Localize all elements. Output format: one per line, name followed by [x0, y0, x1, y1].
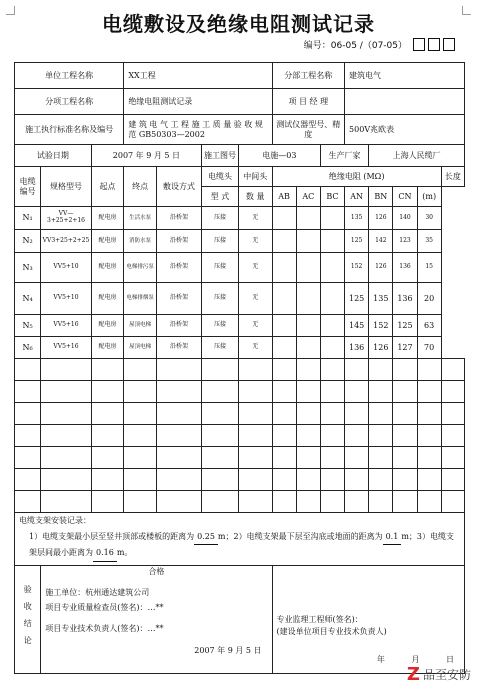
cell-head: 压接: [202, 253, 239, 283]
cell-spec: VV5+16: [41, 337, 91, 359]
cell-ac: [296, 230, 320, 253]
cell-ac: [296, 207, 320, 230]
cell-bc: [320, 207, 344, 230]
header-bn: BN: [369, 187, 393, 207]
cell-mid: 无: [238, 315, 272, 337]
cell-bn: 126: [369, 337, 393, 359]
cell-cn: 136: [393, 283, 417, 315]
test-date-label: 试验日期: [15, 145, 92, 167]
cell-bn: 126: [369, 207, 393, 230]
cell-end: 屋顶电梯: [124, 315, 157, 337]
cell-start: 配电房: [91, 230, 124, 253]
cell-mid: 无: [238, 230, 272, 253]
cell-end: 生活水泵: [124, 207, 157, 230]
manager-label: 项 目 经 理: [272, 89, 345, 115]
code-value: 编号：06-05 /（07-05）: [303, 41, 407, 51]
item-project-value: 绝缘电阻测试记录: [124, 89, 272, 115]
cell-end: 电梯排烟泵: [124, 283, 157, 315]
cell-bc: [320, 283, 344, 315]
cell-bc: [320, 337, 344, 359]
item-project-label: 分项工程名称: [15, 89, 124, 115]
unit-project-label: 单位工程名称: [15, 63, 124, 89]
cell-bc: [320, 253, 344, 283]
header-row-1: [15, 167, 465, 187]
cell-spec: VV5+10: [41, 283, 91, 315]
header-method: 敷设方式: [156, 167, 201, 207]
header-cn: CN: [393, 187, 417, 207]
contractor-name: 施工单位：杭州通达建筑公司: [45, 588, 150, 598]
owner-label: (建设单位项目专业技术负责人): [276, 627, 387, 637]
test-date-value: 2007 年 9 月 5 日: [91, 145, 201, 167]
info-row-1: [15, 63, 465, 89]
manufacturer-label: 生产厂家: [320, 145, 368, 167]
cell-len: 15: [417, 253, 441, 283]
manager-value: [345, 89, 465, 115]
support-record: [15, 513, 465, 566]
watermark-logo-icon: Z: [406, 664, 420, 685]
info-row-2: [15, 89, 465, 115]
cell-bn: 126: [369, 253, 393, 283]
cell-ab: [272, 337, 296, 359]
watermark-text: 品至安防: [422, 668, 471, 682]
cell-method: 沿桥架: [156, 337, 201, 359]
code-boxes: [413, 38, 455, 51]
cell-end: 电梯排污泵: [124, 253, 157, 283]
cell-cn: 140: [393, 207, 417, 230]
cell-end: 屋顶电梯: [124, 337, 157, 359]
cell-ab: [272, 207, 296, 230]
cell-ab: [272, 230, 296, 253]
cell-spec: VV5+10: [41, 253, 91, 283]
cell-an: 136: [345, 337, 369, 359]
contractor-date: 2007 年 9 月 5 日: [194, 645, 262, 655]
cell-head: 压接: [202, 337, 239, 359]
header-an: AN: [345, 187, 369, 207]
cell-no: N₃: [15, 253, 41, 283]
cell-bn: 135: [369, 283, 393, 315]
empty-row: [15, 469, 465, 491]
cell-head: 压接: [202, 207, 239, 230]
empty-row: [15, 403, 465, 425]
cell-bc: [320, 315, 344, 337]
cell-ab: [272, 283, 296, 315]
header-ab: AB: [272, 187, 296, 207]
cell-an: 152: [345, 253, 369, 283]
header-mid-2: 数 量: [238, 187, 272, 207]
cell-method: 沿桥架: [156, 253, 201, 283]
header-length-1: 长度: [441, 167, 464, 187]
empty-row: [15, 491, 465, 513]
cell-an: 145: [345, 315, 369, 337]
cell-end: 消防水泵: [124, 230, 157, 253]
cell-an: 125: [345, 230, 369, 253]
cell-head: 压接: [202, 283, 239, 315]
header-head-type-1: 电缆头: [202, 167, 239, 187]
cell-no: N₂: [15, 230, 41, 253]
cell-ac: [296, 337, 320, 359]
document-code: [304, 38, 455, 51]
qc-inspector: 项目专业质量检查员(签名)：…**: [45, 603, 164, 613]
cell-mid: 无: [238, 207, 272, 230]
cell-bn: 142: [369, 230, 393, 253]
cell-head: 压接: [202, 315, 239, 337]
support-heading: 电缆支架安装记录：: [19, 516, 91, 525]
header-spec: 规格型号: [41, 167, 91, 207]
header-insulation: 绝缘电阻 (MΩ): [272, 167, 441, 187]
cell-len: 70: [417, 337, 441, 359]
table-row: [15, 337, 465, 359]
contractor-block: [41, 577, 272, 673]
cell-method: 沿桥架: [156, 315, 201, 337]
standard-label: 施工执行标准名称及编号: [15, 115, 124, 145]
drawing-label: 施工图号: [202, 145, 239, 167]
cell-an: 125: [345, 283, 369, 315]
cell-start: 配电房: [91, 207, 124, 230]
header-bc: BC: [320, 187, 344, 207]
sub-project-value: 建筑电气: [345, 63, 465, 89]
manufacturer-value: 上海人民缆厂: [369, 145, 465, 167]
cell-method: 沿桥架: [156, 283, 201, 315]
acceptance-side-label: 验收结论: [15, 565, 41, 673]
cell-method: 沿桥架: [156, 207, 201, 230]
info-row-4: [15, 145, 465, 167]
cell-len: 20: [417, 283, 441, 315]
instrument-label: 测试仪器型号、精度: [272, 115, 345, 145]
cell-no: N₄: [15, 283, 41, 315]
header-ac: AC: [296, 187, 320, 207]
header-length-2: (m): [417, 187, 441, 207]
sub-project-label: 分部工程名称: [272, 63, 345, 89]
cell-method: 沿桥架: [156, 230, 201, 253]
support-text: 1）电缆支架最小层至竖井顶部或楼板的距离为 0.25 m；2）电缆支架最下层至沟底或地面的距离为 0.1 m；3）电缆支架层间最小距离为 0.16 m。: [19, 529, 460, 561]
cell-cn: 125: [393, 315, 417, 337]
document-title: 电缆敷设及绝缘电阻测试记录: [102, 12, 375, 36]
cell-spec: VV—3+25+2+16: [41, 207, 91, 230]
table-row: [15, 253, 465, 283]
cell-len: 63: [417, 315, 441, 337]
acceptance-row: [15, 577, 465, 673]
cell-start: 配电房: [91, 337, 124, 359]
empty-row: [15, 359, 465, 381]
cell-start: 配电房: [91, 283, 124, 315]
table-row: [15, 230, 465, 253]
cell-len: 30: [417, 207, 441, 230]
table-row: [15, 315, 465, 337]
cell-spec: VV3+25+2+25: [41, 230, 91, 253]
empty-row: [15, 381, 465, 403]
cell-no: N₁: [15, 207, 41, 230]
tech-lead: 项目专业技术负责人(签名)：…**: [45, 624, 164, 634]
site-watermark: [407, 664, 471, 685]
support-value-3: 0.16: [93, 545, 117, 561]
record-table: [14, 62, 465, 674]
unit-project-value: XX工程: [124, 63, 272, 89]
cell-no: N₆: [15, 337, 41, 359]
cell-spec: VV5+16: [41, 315, 91, 337]
empty-row: [15, 447, 465, 469]
table-row: [15, 283, 465, 315]
cell-bc: [320, 230, 344, 253]
cell-mid: 无: [238, 283, 272, 315]
supervisor-block: [272, 577, 464, 673]
instrument-value: 500V兆欧表: [345, 115, 465, 145]
header-mid-1: 中间头: [238, 167, 272, 187]
supervisor-label: 专业监理工程师(签名)：: [276, 615, 363, 625]
empty-row: [15, 425, 465, 447]
table-row: [15, 207, 465, 230]
supervisor-date: 年 月 日: [376, 655, 454, 665]
cell-no: N₅: [15, 315, 41, 337]
acceptance-result: 合格: [41, 565, 272, 577]
cell-ac: [296, 253, 320, 283]
cell-an: 135: [345, 207, 369, 230]
cell-ab: [272, 315, 296, 337]
cell-len: 35: [417, 230, 441, 253]
cell-start: 配电房: [91, 253, 124, 283]
cell-ab: [272, 253, 296, 283]
cell-ac: [296, 315, 320, 337]
cell-mid: 无: [238, 337, 272, 359]
acceptance-result-row: [15, 565, 465, 577]
cell-bn: 152: [369, 315, 393, 337]
header-end: 终点: [124, 167, 157, 207]
cell-head: 压接: [202, 230, 239, 253]
drawing-value: 电施—03: [238, 145, 320, 167]
info-row-3: [15, 115, 465, 145]
header-start: 起点: [91, 167, 124, 207]
cell-mid: 无: [238, 253, 272, 283]
support-value-1: 0.25: [194, 529, 218, 545]
cell-start: 配电房: [91, 315, 124, 337]
support-row: [15, 513, 465, 566]
cell-cn: 127: [393, 337, 417, 359]
cell-ac: [296, 283, 320, 315]
header-cable-no: 电缆编号: [15, 167, 41, 207]
support-value-2: 0.1: [383, 529, 402, 545]
cell-cn: 123: [393, 230, 417, 253]
cell-cn: 136: [393, 253, 417, 283]
standard-value: 建 筑 电 气 工 程 施 工 质 量 验 收 规 范 GB50303—2002: [124, 115, 272, 145]
header-head-type-2: 型 式: [202, 187, 239, 207]
